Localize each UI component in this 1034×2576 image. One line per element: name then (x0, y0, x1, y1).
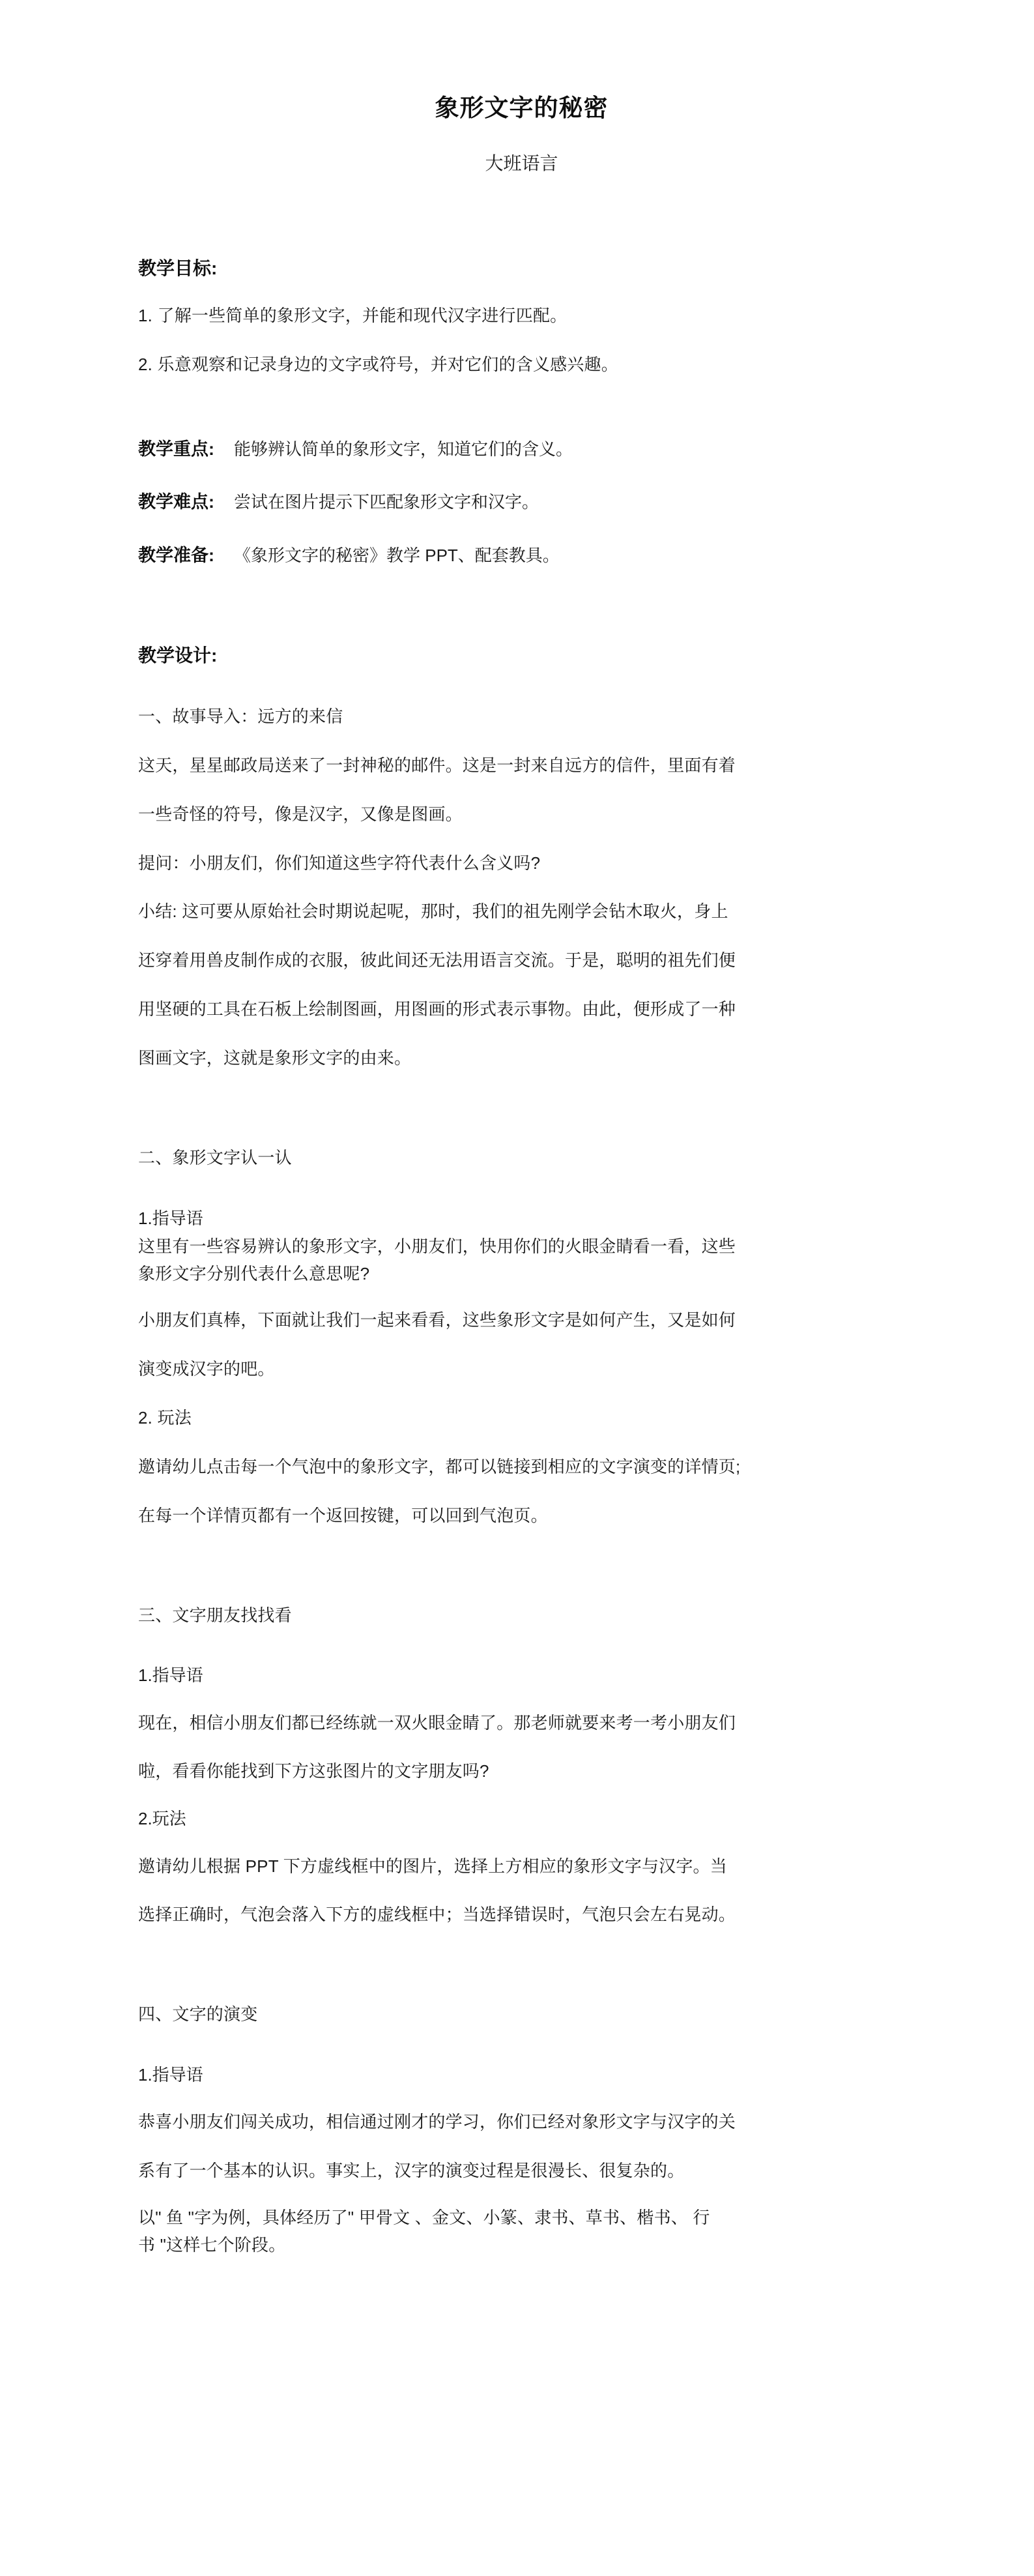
teaching-focus-label: 教学重点: (138, 439, 214, 460)
spacer (138, 1738, 917, 1755)
teaching-objectives-section (138, 254, 917, 381)
section-four-guide-line-3: 以" 鱼 "字为例，具体经历了" 甲骨文 、金文、小篆、隶书、草书、楷书、 行 (138, 2208, 710, 2228)
section-two-play-line-2: 在每一个详情页都有一个返回按键，可以回到气泡页。 (138, 1505, 548, 1525)
section-two-heading: 二、象形文字认一认 (138, 1147, 292, 1167)
spacer (138, 733, 917, 750)
section-four-guide-line-4: 书 "这样七个阶段。 (138, 2235, 286, 2255)
section-four-heading: 四、文字的演变 (138, 2004, 258, 2025)
spacer (138, 521, 917, 538)
spacer (138, 1025, 917, 1042)
section-four-guide-line-2: 系有了一个基本的认识。事实上，汉字的演变过程是很漫长、很复杂的。 (138, 2161, 685, 2181)
spacer (138, 1336, 917, 1353)
section-one-heading: 一、故事导入：远方的来信 (138, 706, 343, 726)
page-subtitle: 大班语言 (485, 153, 558, 173)
spacer (138, 1287, 917, 1304)
section-four-guide-line-1: 恭喜小朋友们闯关成功，相信通过刚才的学习，你们已经对象形文字与汉字的关 (138, 2112, 736, 2132)
teaching-focus-row (138, 432, 917, 467)
section-three-guide-line-1: 现在，相信小朋友们都已经练就一双火眼金睛了。那老师就要来考一考小朋友们 (138, 1712, 736, 1733)
objective-item-1: 1. 了解一些简单的象形文字，并能和现代汉字进行匹配。 (138, 306, 567, 326)
spacer (138, 976, 917, 993)
spacer (138, 1787, 917, 1804)
spacer (138, 1834, 917, 1851)
spacer (138, 671, 917, 701)
section-one-summary-line-4: 图画文字，这就是象形文字的由来。 (138, 1048, 412, 1068)
spacer (138, 928, 917, 944)
section-two-play-line-1: 邀请幼儿点击每一个气泡中的象形文字，都可以链接到相应的文字演变的详情页; (138, 1456, 741, 1476)
spacer (138, 381, 917, 432)
section-two-play-label: 2. 玩法 (138, 1407, 192, 1427)
spacer (138, 2138, 917, 2155)
section-three-guide-line-2: 啦，看看你能找到下方这张图片的文字朋友吗? (138, 1761, 489, 1781)
spacer (138, 1174, 917, 1204)
page-title: 象形文字的秘密 (435, 95, 609, 121)
teaching-meta-section (138, 432, 917, 574)
spacer (138, 879, 917, 896)
section-one-story-line-2: 一些奇怪的符号，像是汉字，又像是图画。 (138, 804, 463, 824)
spacer (138, 283, 917, 300)
section-one-summary-line-2: 还穿着用兽皮制作成的衣服，彼此间还无法用语言交流。于是，聪明的祖先们便 (138, 950, 736, 971)
spacer (138, 1532, 917, 1600)
spacer (138, 1385, 917, 1402)
section-three-play-label: 2.玩法 (138, 1809, 186, 1829)
section-four-guide-label: 1.指导语 (138, 2065, 203, 2085)
spacer (138, 1882, 917, 1899)
teaching-preparation-value: 《象形文字的秘密》教学 PPT、配套教具。 (234, 545, 560, 565)
spacer (138, 1631, 917, 1661)
design-section-four (138, 1998, 917, 2259)
spacer (138, 2187, 917, 2204)
design-section-two (138, 1142, 917, 1532)
section-one-story-line-1: 这天，星星邮政局送来了一封神秘的邮件。这是一封来自远方的信件，里面有着 (138, 755, 736, 775)
teaching-preparation-row (138, 538, 917, 574)
spacer (138, 1434, 917, 1451)
objectives-heading: 教学目标: (138, 257, 218, 278)
objective-item-2: 2. 乐意观察和记录身边的文字或符号，并对它们的含义感兴趣。 (138, 355, 618, 375)
design-section-three (138, 1600, 917, 1931)
teaching-difficulty-value: 尝试在图片提示下匹配象形文字和汉字。 (234, 492, 539, 512)
section-two-guide-line-1: 这里有一些容易辨认的象形文字，小朋友们，快用你们的火眼金睛看一看，这些 (138, 1236, 736, 1256)
teaching-focus-value: 能够辨认简单的象形文字，知道它们的含义。 (234, 439, 573, 460)
section-one-summary-line-3: 用坚硬的工具在石板上绘制图画，用图画的形式表示事物。由此，便形成了一种 (138, 999, 736, 1019)
teaching-difficulty-row (138, 484, 917, 520)
section-three-guide-label: 1.指导语 (138, 1665, 203, 1686)
section-three-heading: 三、文字朋友找找看 (138, 1605, 292, 1625)
section-two-guide-line-4: 演变成汉字的吧。 (138, 1359, 275, 1379)
spacer (138, 830, 917, 847)
spacer (138, 332, 917, 349)
section-two-guide-line-3: 小朋友们真棒，下面就让我们一起来看看，这些象形文字是如何产生，又是如何 (138, 1310, 736, 1330)
spacer (138, 1483, 917, 1500)
spacer (138, 1074, 917, 1142)
design-heading: 教学设计: (138, 645, 218, 666)
teaching-preparation-label: 教学准备: (138, 545, 214, 565)
spacer (138, 1931, 917, 1998)
spacer (138, 1690, 917, 1707)
spacer (138, 782, 917, 798)
section-three-play-line-2: 选择正确时，气泡会落入下方的虚线框中；当选择错误时，气泡只会左右晃动。 (138, 1905, 736, 1925)
design-section-one (138, 701, 917, 1074)
teaching-design-section (138, 641, 917, 2259)
spacer (138, 574, 917, 641)
section-one-question: 提问：小朋友们，你们知道这些字符代表什么含义吗? (138, 853, 541, 873)
header-spacer (138, 177, 917, 254)
spacer (138, 467, 917, 484)
section-two-guide-line-2: 象形文字分别代表什么意思呢? (138, 1264, 370, 1284)
section-three-play-line-1: 邀请幼儿根据 PPT 下方虚线框中的图片，选择上方相应的象形文字与汉字。当 (138, 1856, 727, 1876)
spacer (138, 2030, 917, 2060)
section-one-summary-line-1: 小结: 这可要从原始社会时期说起呢，那时，我们的祖先刚学会钻木取火，身上 (138, 901, 728, 922)
section-two-guide-label: 1.指导语 (138, 1208, 203, 1228)
spacer (138, 2089, 917, 2106)
document-header (138, 78, 917, 177)
teaching-difficulty-label: 教学难点: (138, 492, 214, 512)
